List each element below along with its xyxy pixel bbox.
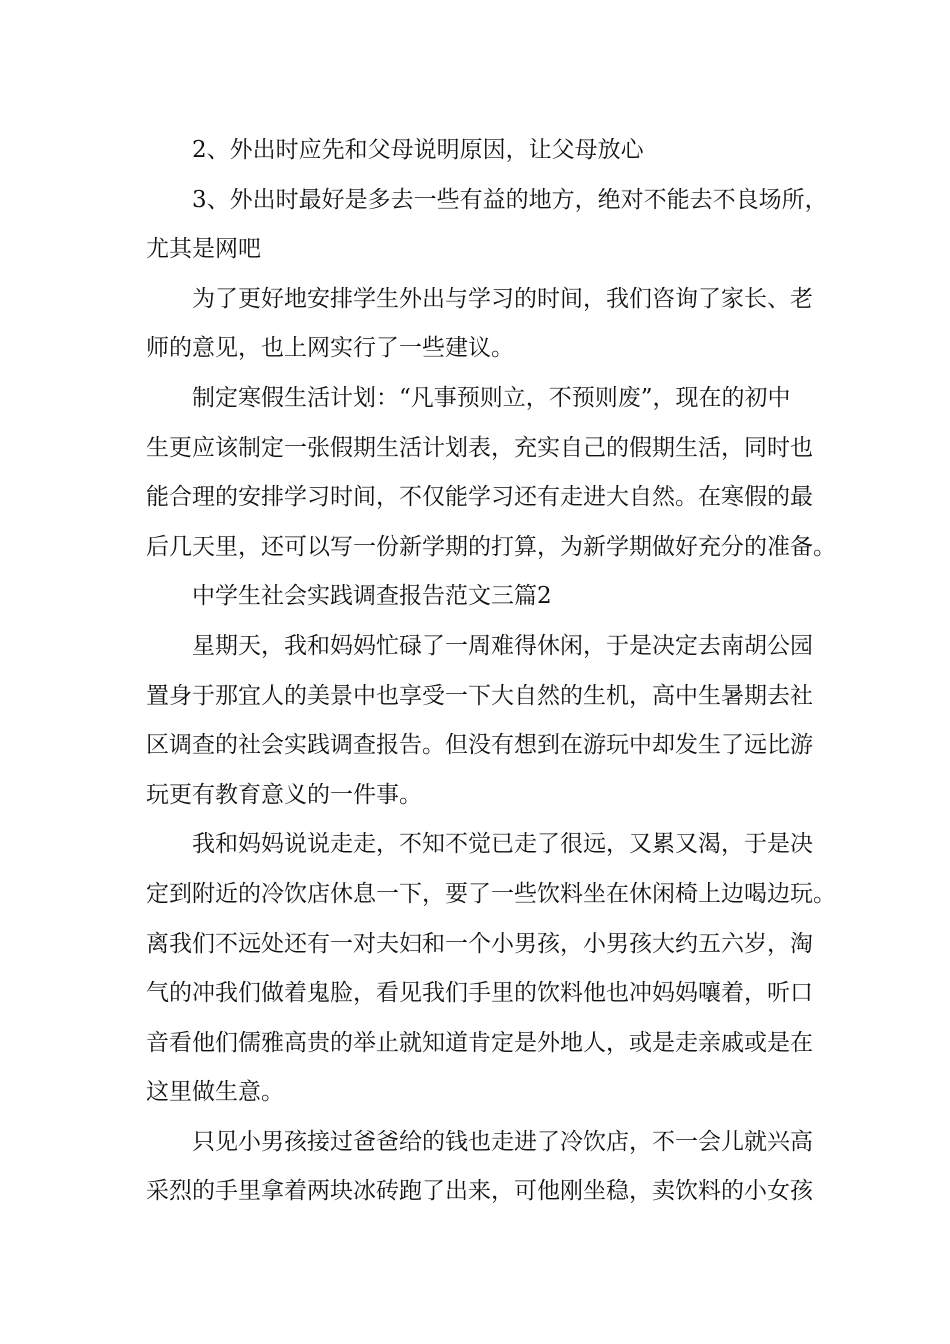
paragraph-2-line-4: 后几天里，还可以写一份新学期的打算，为新学期做好充分的准备。 <box>146 533 836 560</box>
paragraph-3-line-1: 星期天，我和妈妈忙碌了一周难得休闲，于是决定去南胡公园 <box>192 632 813 659</box>
list-item-3-line-1: 3、外出时最好是多去一些有益的地方，绝对不能去不良场所， <box>192 186 828 213</box>
paragraph-2-line-1: 制定寒假生活计划：“凡事预则立，不预则废”，现在的初中 <box>192 384 791 411</box>
paragraph-3-line-3: 区调查的社会实践调查报告。但没有想到在游玩中却发生了远比游 <box>146 732 813 759</box>
paragraph-4-line-4: 气的冲我们做着鬼脸，看见我们手里的饮料他也冲妈妈嚷着，听口 <box>146 980 813 1007</box>
paragraph-4-line-1: 我和妈妈说说走走，不知不觉已走了很远，又累又渴，于是决 <box>192 831 813 858</box>
paragraph-4-line-6: 这里做生意。 <box>146 1079 284 1106</box>
paragraph-5-line-2: 采烈的手里拿着两块冰砖跑了出来，可他刚坐稳，卖饮料的小女孩 <box>146 1178 813 1205</box>
list-item-3-line-2: 尤其是网吧 <box>146 236 261 263</box>
paragraph-2-line-2: 生更应该制定一张假期生活计划表，充实自己的假期生活，同时也 <box>146 434 813 461</box>
paragraph-1-line-2: 师的意见，也上网实行了一些建议。 <box>146 335 514 362</box>
section-heading: 中学生社会实践调查报告范文三篇2 <box>192 583 552 610</box>
paragraph-4-line-2: 定到附近的冷饮店休息一下，要了一些饮料坐在休闲椅上边喝边玩。 <box>146 880 836 907</box>
document-body <box>146 126 836 1217</box>
paragraph-3-line-2: 置身于那宜人的美景中也享受一下大自然的生机，高中生暑期去社 <box>146 682 813 709</box>
paragraph-4-line-3: 离我们不远处还有一对夫妇和一个小男孩，小男孩大约五六岁，淘 <box>146 930 813 957</box>
paragraph-3-line-4: 玩更有教育意义的一件事。 <box>146 781 422 808</box>
paragraph-1-line-1: 为了更好地安排学生外出与学习的时间，我们咨询了家长、老 <box>192 285 813 312</box>
paragraph-4-line-5: 音看他们儒雅高贵的举止就知道肯定是外地人，或是走亲戚或是在 <box>146 1029 813 1056</box>
paragraph-2-line-3: 能合理的安排学习时间，不仅能学习还有走进大自然。在寒假的最 <box>146 484 813 511</box>
list-item-2: 2、外出时应先和父母说明原因，让父母放心 <box>192 137 644 163</box>
paragraph-5-line-1: 只见小男孩接过爸爸给的钱也走进了冷饮店，不一会儿就兴高 <box>192 1128 813 1155</box>
